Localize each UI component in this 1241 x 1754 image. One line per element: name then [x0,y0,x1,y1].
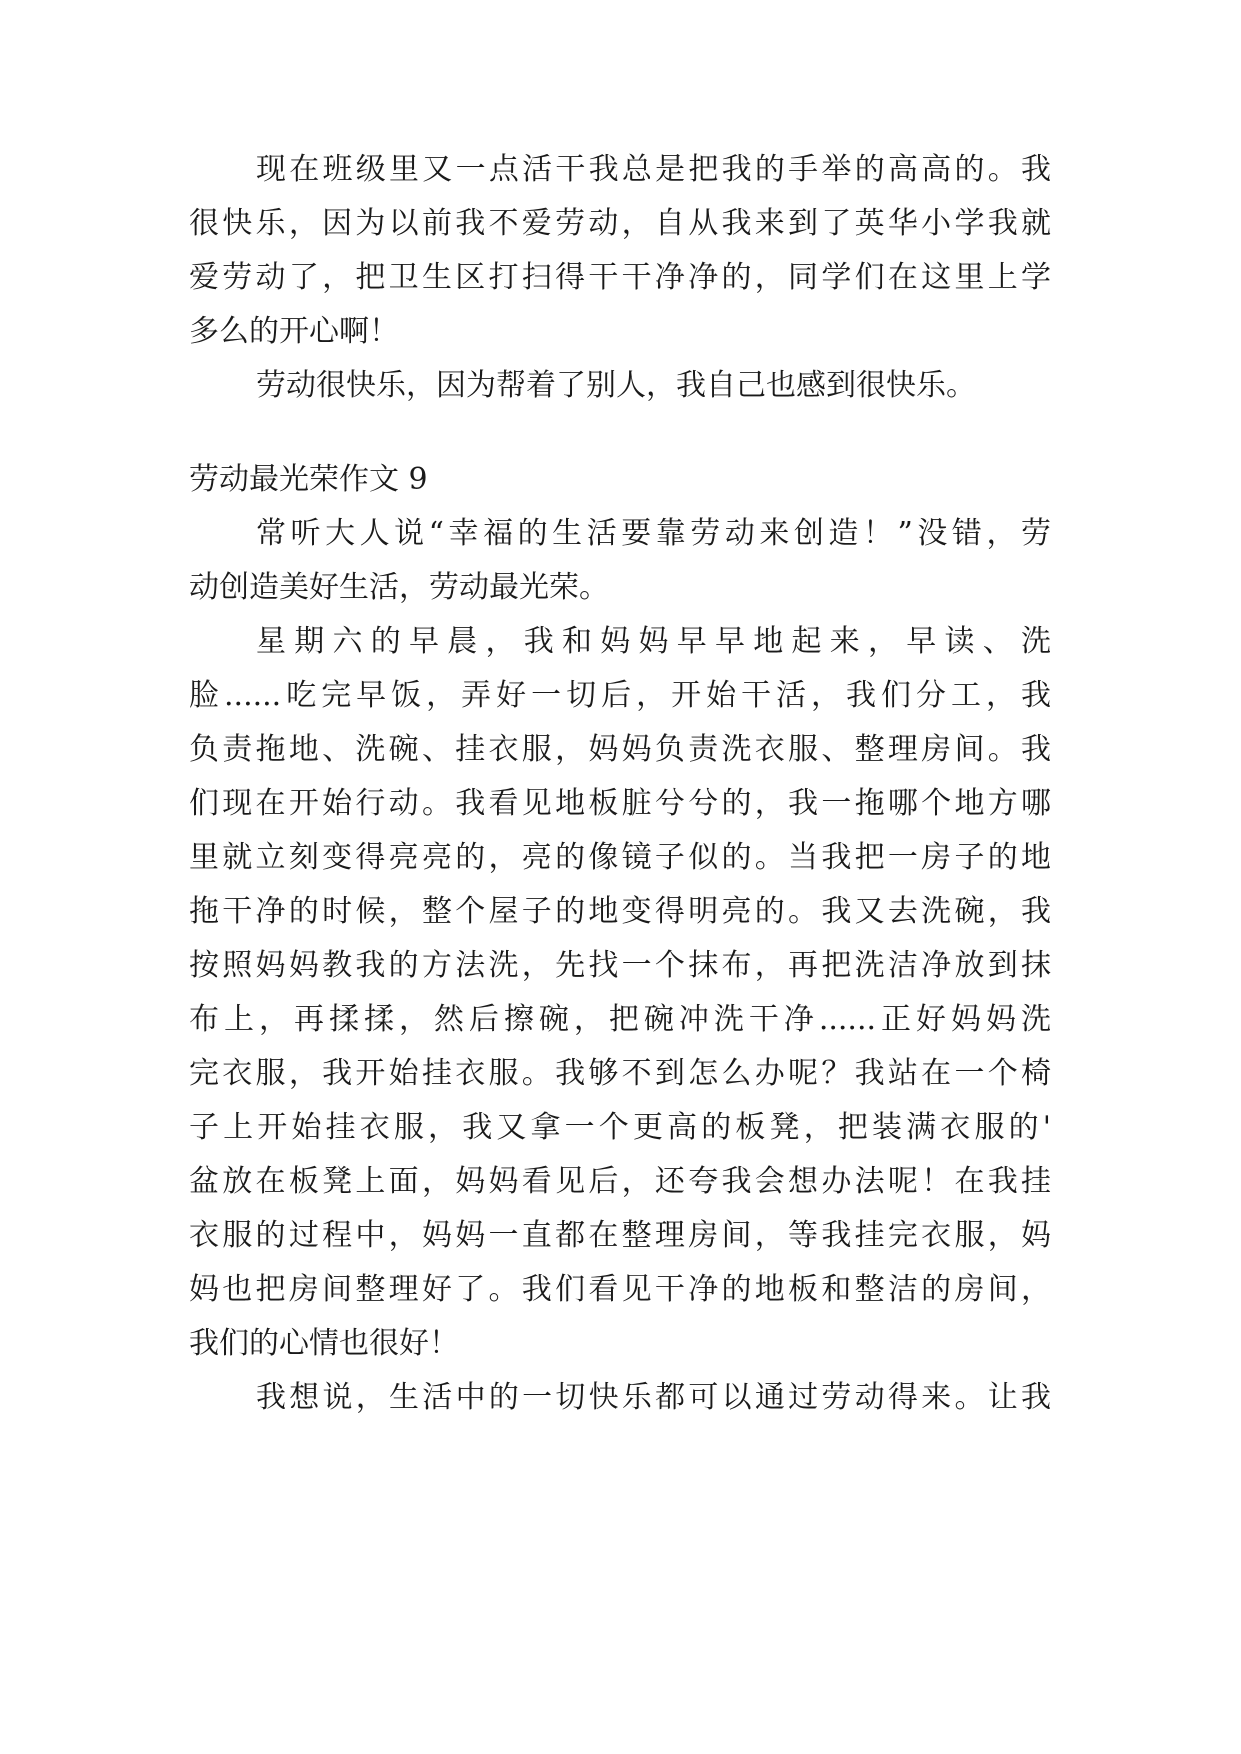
para4-line-14: 我们的心情也很好！ [189,1326,459,1361]
para4-line-8: 布上，再揉揉，然后擦碗，把碗冲洗干净......正好妈妈洗 [189,1002,1051,1037]
para1-line-3: 爱劳动了，把卫生区打扫得干干净净的，同学们在这里上学 [189,260,1051,295]
para4-line-5: 里就立刻变得亮亮的，亮的像镜子似的。当我把一房子的地 [189,840,1051,875]
para4-line-1: 星期六的早晨，我和妈妈早早地起来，早读、洗 [256,624,1051,659]
para4-line-6: 拖干净的时候，整个屋子的地变得明亮的。我又去洗碗，我 [189,894,1051,929]
para2-line-1: 劳动很快乐，因为帮着了别人，我自己也感到很快乐。 [256,368,976,403]
para5-line-1: 我想说，生活中的一切快乐都可以通过劳动得来。让我 [256,1380,1051,1415]
para1-line-1: 现在班级里又一点活干我总是把我的手举的高高的。我 [256,152,1051,187]
para4-line-11: 盆放在板凳上面，妈妈看见后，还夸我会想办法呢！在我挂 [189,1164,1051,1199]
para3-line-2: 动创造美好生活，劳动最光荣。 [189,570,609,605]
para3-line-1: 常听大人说“幸福的生活要靠劳动来创造！”没错，劳 [256,516,1051,551]
para4-line-3: 负责拖地、洗碗、挂衣服，妈妈负责洗衣服、整理房间。我 [189,732,1051,767]
para4-line-12: 衣服的过程中，妈妈一直都在整理房间，等我挂完衣服，妈 [189,1218,1051,1253]
para4-line-9: 完衣服，我开始挂衣服。我够不到怎么办呢？我站在一个椅 [189,1056,1051,1091]
essay-heading: 劳动最光荣作文 9 [189,462,428,497]
para4-line-2: 脸......吃完早饭，弄好一切后，开始干活，我们分工，我 [189,678,1051,713]
para1-line-4: 多么的开心啊！ [189,314,399,349]
para1-line-2: 很快乐，因为以前我不爱劳动，自从我来到了英华小学我就 [189,206,1051,241]
para4-line-13: 妈也把房间整理好了。我们看见干净的地板和整洁的房间， [189,1272,1051,1307]
para4-line-4: 们现在开始行动。我看见地板脏兮兮的，我一拖哪个地方哪 [189,786,1051,821]
para4-line-7: 按照妈妈教我的方法洗，先找一个抹布，再把洗洁净放到抹 [189,948,1051,983]
para4-line-10: 子上开始挂衣服，我又拿一个更高的板凳，把装满衣服的' [189,1110,1051,1145]
